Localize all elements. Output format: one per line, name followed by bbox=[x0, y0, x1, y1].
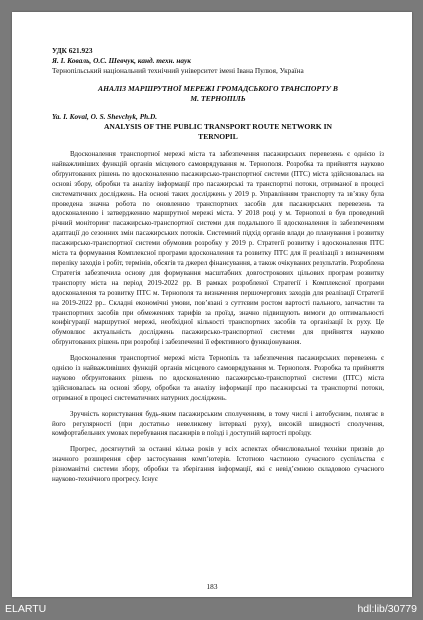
authors-english: Ya. I. Koval, O. S. Shevchyk, Ph.D. bbox=[52, 112, 158, 121]
body-text bbox=[52, 150, 384, 491]
title-english-line-1: ANALYSIS OF THE PUBLIC TRANSPORT ROUTE NETWORK IN bbox=[103, 122, 333, 131]
udk-code: УДК 621.923 bbox=[52, 46, 93, 55]
page-number: 183 bbox=[206, 582, 218, 591]
paragraph-1: Вдосконалення транспортної мережі міста та забезпечення пасажирських перевезень є однією із найважливіших функцій органів місцевого самоврядування м. Тернополя. Розробка та прийняття науково обґрунтованих рішень по вдосконаленню пасажирсько-транспортної системи (ПТС) міста здійснювалась на основі збору, обробки та аналізу інформації про пасажирські та транспортні потоки, отриманої в процесі систематичних досліджень. На основі таких досліджень у 2019 р. Управлінням транспорту та зв’язку була проведена значна робота по оновленню транспортних засобів для пасажирських перевезень та вдосконаленню і затвердженню маршрутної мережі міста. У 2018 році у м. Тернополі в був проведений річний моніторинг пасажирсько-транспортної системи для подальшого її вдосконалення із забезпеченням адаптації до сезонних змін пасажирських потоків. Системний підхід органів влади до планування і розвитку пасажирсько-транспортної системи обумовив розробку у 2019 р. Стратегії розвитку і вдосконалення ПТС міста та формування Комплексної програми вдосконалення та розвитку ПТС для її реалізації з визначенням переліку заходів і робіт, термінів, обсягів та джерел фінансування, а також очікуваних результатів. Розроблена Стратегія забезпечила основу для формування масштабних довгострокових цільових програм розвитку транспорту міста на період 2019-2022 рр. В рамках розробленої Стратегії і Комплексної програми вдосконалення та розвитку ПТС м. Тернополя та визначення першочергових заходів для реалізації Стратегії на 2019-2022 рр.. Складні економічні умови, пов’язані з суттєвим ростом вартості пального, запчастин та транспортних засобів при обмеженнях тарифів за проїзд, значно підвищують вимоги до оптимальності конфігурації маршрутної мережі, необхідної кількості транспортних засобів та організації їх руху. Це обумовлює актуальність досліджень пасажирсько-транспортної системи для прийняття науково обґрунтованих рішень при розробці і забезпеченні її ефективного функціонування. bbox=[52, 150, 384, 347]
title-ukrainian-line-2: М. ТЕРНОПІЛЬ bbox=[190, 94, 246, 103]
paragraph-3: Зручність користування будь-яким пасажирським сполученням, в тому числі і автобусним, полягає в його регулярності (при достатньо невеликому інтервалі руху), високій швидкості сполучення, комфортабельних умовах перебування пасажирів в поїзді і доступній вартості проїзду. bbox=[52, 409, 384, 438]
repository-label: ELARTU bbox=[5, 603, 47, 615]
title-ukrainian-line-1: АНАЛІЗ МАРШРУТНОЇ МЕРЕЖІ ГРОМАДСЬКОГО ТРАНСПОРТУ В bbox=[98, 84, 338, 93]
affiliation: Тернопільський національний технічний університет імені Івана Пулюя, Україна bbox=[52, 66, 304, 75]
handle-label: hdl:lib/30779 bbox=[357, 603, 417, 615]
authors-ukrainian: Я. І. Коваль, О.С. Шевчук, канд. техн. наук bbox=[52, 56, 191, 65]
title-ukrainian bbox=[52, 84, 384, 104]
viewer-footer bbox=[0, 600, 423, 620]
title-english bbox=[52, 122, 384, 142]
paragraph-2: Вдосконалення транспортної мережі міста Тернопіль та забезпечення пасажирських перевезень є однією із найважливіших функцій органів місцевого самоврядування м. Тернополя. Розробка та прийняття науково обґрунтованих рішень по вдосконаленню пасажирсько-транспортної системи (ПТС) міста здійснювалась на основі збору, обробки та аналізу інформації про пасажирські та транспортні потоки, отриманої в процесі систематичних натурних досліджень. bbox=[52, 354, 384, 402]
paragraph-4: Прогрес, досягнутий за останні кілька років у всіх аспектах обчислювальної техніки призвів до значного розширення сфер застосування комп’ютерів. Істотною частиною сучасного суспільства є різноманітні системи збору, обробки та зберігання інформації, які є невід’ємною складовою сучасного науково-технічного прогресу. Існує bbox=[52, 445, 384, 484]
document-page bbox=[12, 12, 412, 597]
title-english-line-2: TERNOPIL bbox=[198, 132, 238, 141]
